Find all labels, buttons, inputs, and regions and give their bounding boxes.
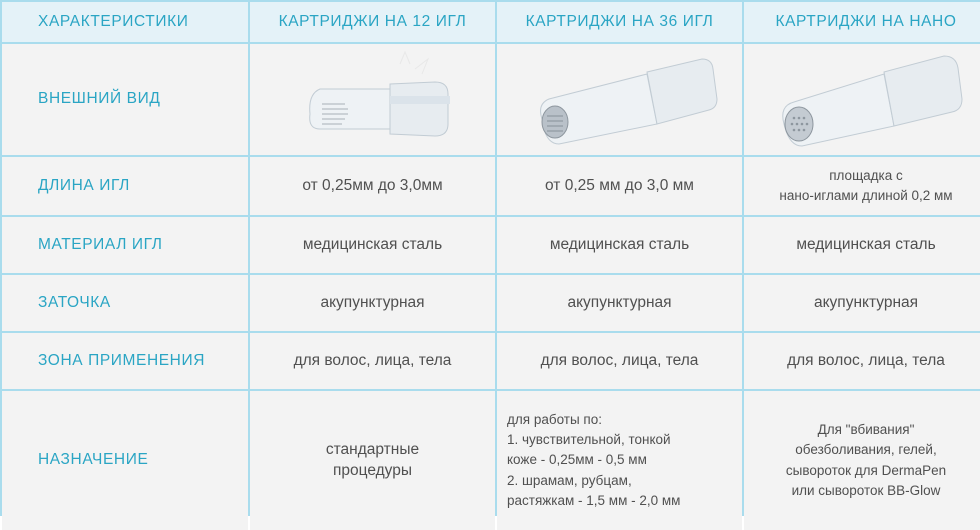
purpose-36 <box>497 391 742 530</box>
cartridge-36-image <box>497 44 742 155</box>
zone-nano: для волос, лица, тела <box>744 333 980 389</box>
purpose-36-line: 1. чувствительной, тонкой <box>507 432 671 448</box>
purpose-36-line: коже - 0,25мм - 0,5 мм <box>507 452 647 468</box>
header-cartridge-12: КАРТРИДЖИ НА 12 ИГЛ <box>250 2 495 42</box>
purpose-12 <box>250 391 495 530</box>
header-cartridge-nano: КАРТРИДЖИ НА НАНО <box>744 2 980 42</box>
sharpening-nano: акупунктурная <box>744 275 980 331</box>
length-nano <box>744 157 980 215</box>
purpose-nano-line: или сывороток BB-Glow <box>791 482 941 498</box>
purpose-36-line: 2. шрамам, рубцам, <box>507 472 632 488</box>
purpose-nano <box>744 391 980 530</box>
purpose-36-line: для работы по: <box>507 411 602 427</box>
material-12: медицинская сталь <box>250 217 495 273</box>
purpose-nano-line: обезболивания, гелей, <box>795 442 937 458</box>
header-characteristics: ХАРАКТЕРИСТИКИ <box>2 2 248 42</box>
cartridge-nano-image <box>744 44 980 155</box>
header-cartridge-36: КАРТРИДЖИ НА 36 ИГЛ <box>497 2 742 42</box>
purpose-36-line: растяжкам - 1,5 мм - 2,0 мм <box>507 492 681 508</box>
material-nano: медицинская сталь <box>744 217 980 273</box>
length-12: от 0,25мм до 3,0мм <box>250 157 495 215</box>
cartridge-nano-icon <box>744 44 980 155</box>
cartridge-12-image <box>250 44 495 155</box>
zone-36: для волос, лица, тела <box>497 333 742 389</box>
cartridge-36-icon <box>497 44 742 155</box>
cartridge-12-icon <box>250 44 495 155</box>
row-label-appearance: ВНЕШНИЙ ВИД <box>2 44 248 155</box>
row-label-material: МАТЕРИАЛ ИГЛ <box>2 217 248 273</box>
length-nano-line: нано-иглами длиной 0,2 мм <box>779 188 953 203</box>
zone-12: для волос, лица, тела <box>250 333 495 389</box>
sharpening-36: акупунктурная <box>497 275 742 331</box>
row-label-sharpening: ЗАТОЧКА <box>2 275 248 331</box>
length-36: от 0,25 мм до 3,0 мм <box>497 157 742 215</box>
length-nano-line: площадка с <box>829 167 903 183</box>
purpose-nano-line: Для "вбивания" <box>817 422 915 437</box>
row-label-purpose: НАЗНАЧЕНИЕ <box>2 391 248 530</box>
material-36: медицинская сталь <box>497 217 742 273</box>
row-label-zone: ЗОНА ПРИМЕНЕНИЯ <box>2 333 248 389</box>
purpose-12-line: стандартные <box>325 440 420 458</box>
sharpening-12: акупунктурная <box>250 275 495 331</box>
purpose-nano-line: сывороток для DermaPen <box>785 462 947 478</box>
purpose-12-line: процедуры <box>332 461 412 479</box>
row-label-length: ДЛИНА ИГЛ <box>2 157 248 215</box>
